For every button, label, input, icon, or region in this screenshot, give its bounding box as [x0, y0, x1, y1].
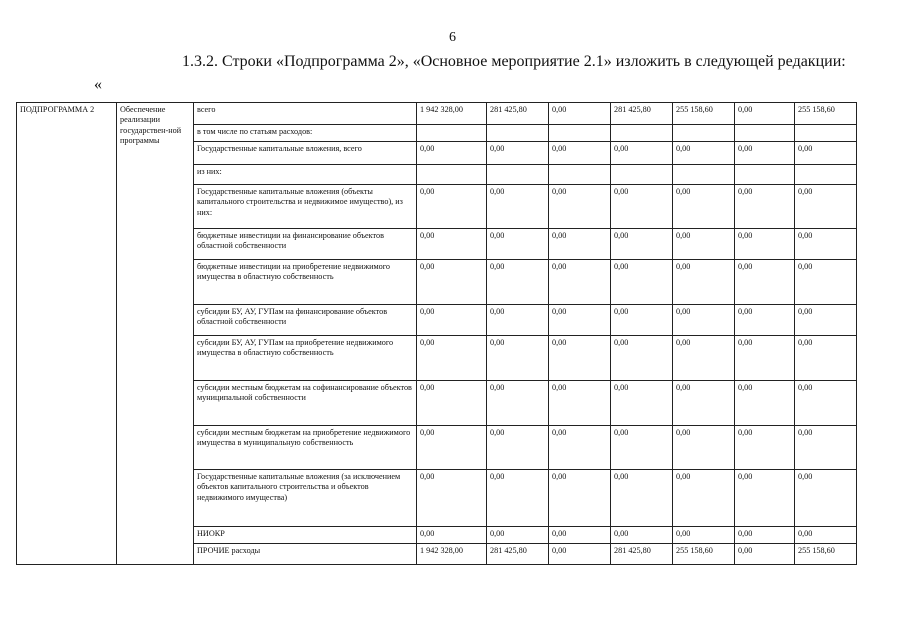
value-cell: 0,00: [735, 260, 795, 305]
budget-table: [16, 102, 857, 565]
value-cell: 0,00: [417, 185, 487, 229]
program-cell: ПОДПРОГРАММА 2: [17, 103, 117, 565]
row-label: Государственные капитальные вложения (за исключением объектов капитального строительства и объектов недвижимого имущества): [194, 470, 417, 527]
value-cell: 0,00: [735, 103, 795, 125]
row-label: бюджетные инвестиции на финансирование объектов областной собственности: [194, 229, 417, 260]
value-cell: 0,00: [549, 103, 611, 125]
value-cell: 0,00: [487, 185, 549, 229]
value-cell: 0,00: [673, 229, 735, 260]
value-cell: 0,00: [611, 336, 673, 381]
value-cell: 0,00: [549, 381, 611, 426]
value-cell: 281 425,80: [487, 544, 549, 565]
value-cell: 0,00: [735, 527, 795, 544]
row-label: субсидии местным бюджетам на софинансирование объектов муниципальной собственности: [194, 381, 417, 426]
value-cell: 0,00: [795, 229, 857, 260]
page-number: 6: [449, 30, 456, 45]
value-cell: 0,00: [795, 260, 857, 305]
row-label: бюджетные инвестиции на приобретение недвижимого имущества в областную собственность: [194, 260, 417, 305]
value-cell: 0,00: [735, 426, 795, 470]
value-cell: 0,00: [795, 185, 857, 229]
value-cell: 0,00: [487, 260, 549, 305]
value-cell: 0,00: [611, 229, 673, 260]
value-cell: 0,00: [795, 305, 857, 336]
value-cell: [417, 165, 487, 185]
value-cell: 0,00: [417, 381, 487, 426]
value-cell: 0,00: [795, 527, 857, 544]
value-cell: 255 158,60: [673, 103, 735, 125]
value-cell: 0,00: [735, 470, 795, 527]
value-cell: [735, 125, 795, 142]
value-cell: 255 158,60: [795, 544, 857, 565]
value-cell: 0,00: [611, 426, 673, 470]
value-cell: 0,00: [735, 381, 795, 426]
value-cell: 0,00: [487, 426, 549, 470]
value-cell: [611, 125, 673, 142]
value-cell: 0,00: [417, 142, 487, 165]
value-cell: 0,00: [549, 142, 611, 165]
value-cell: 0,00: [549, 470, 611, 527]
value-cell: 0,00: [549, 305, 611, 336]
value-cell: 0,00: [549, 426, 611, 470]
value-cell: 0,00: [487, 527, 549, 544]
value-cell: 0,00: [735, 305, 795, 336]
value-cell: 0,00: [487, 381, 549, 426]
value-cell: 0,00: [611, 381, 673, 426]
value-cell: [673, 165, 735, 185]
value-cell: 0,00: [549, 544, 611, 565]
value-cell: [549, 125, 611, 142]
value-cell: 0,00: [417, 527, 487, 544]
value-cell: 0,00: [673, 426, 735, 470]
value-cell: 0,00: [417, 229, 487, 260]
value-cell: 0,00: [611, 185, 673, 229]
value-cell: 281 425,80: [487, 103, 549, 125]
value-cell: 0,00: [417, 426, 487, 470]
value-cell: [673, 125, 735, 142]
row-label: субсидии БУ, АУ, ГУПам на финансирование объектов областной собственности: [194, 305, 417, 336]
value-cell: [795, 165, 857, 185]
row-label: из них:: [194, 165, 417, 185]
value-cell: 281 425,80: [611, 103, 673, 125]
value-cell: 0,00: [673, 470, 735, 527]
value-cell: 0,00: [735, 544, 795, 565]
value-cell: 0,00: [549, 527, 611, 544]
value-cell: 0,00: [549, 185, 611, 229]
value-cell: 0,00: [735, 185, 795, 229]
value-cell: 0,00: [417, 336, 487, 381]
value-cell: 0,00: [487, 305, 549, 336]
table-row: [17, 103, 857, 125]
value-cell: 0,00: [549, 260, 611, 305]
value-cell: 0,00: [611, 260, 673, 305]
value-cell: 0,00: [417, 470, 487, 527]
section-heading: 1.3.2. Строки «Подпрограмма 2», «Основное мероприятие 2.1» изложить в следующей редакции:: [182, 53, 846, 70]
value-cell: [735, 165, 795, 185]
value-cell: 0,00: [673, 260, 735, 305]
value-cell: 0,00: [795, 142, 857, 165]
value-cell: 0,00: [549, 336, 611, 381]
value-cell: 0,00: [735, 336, 795, 381]
value-cell: 0,00: [735, 142, 795, 165]
value-cell: 1 942 328,00: [417, 544, 487, 565]
value-cell: 0,00: [673, 305, 735, 336]
value-cell: [487, 125, 549, 142]
value-cell: [487, 165, 549, 185]
value-cell: 0,00: [735, 229, 795, 260]
value-cell: 0,00: [549, 229, 611, 260]
value-cell: 0,00: [487, 142, 549, 165]
value-cell: 0,00: [611, 527, 673, 544]
value-cell: 0,00: [673, 527, 735, 544]
value-cell: 255 158,60: [673, 544, 735, 565]
value-cell: 0,00: [611, 142, 673, 165]
value-cell: [417, 125, 487, 142]
value-cell: 0,00: [611, 305, 673, 336]
row-label: Государственные капитальные вложения, всего: [194, 142, 417, 165]
value-cell: 0,00: [673, 185, 735, 229]
value-cell: 0,00: [487, 336, 549, 381]
row-label: Государственные капитальные вложения (объекты капитального строительства и недвижимое имущество), из них:: [194, 185, 417, 229]
value-cell: 0,00: [611, 470, 673, 527]
value-cell: [549, 165, 611, 185]
opening-quote: «: [94, 76, 102, 93]
value-cell: 0,00: [795, 336, 857, 381]
row-label: субсидии местным бюджетам на приобретение недвижимого имущества в муниципальную собственность: [194, 426, 417, 470]
value-cell: [795, 125, 857, 142]
purpose-cell: Обеспечение реализации государствен-ной программы: [117, 103, 194, 565]
row-label: ПРОЧИЕ расходы: [194, 544, 417, 565]
value-cell: 0,00: [795, 381, 857, 426]
value-cell: 255 158,60: [795, 103, 857, 125]
value-cell: 0,00: [795, 426, 857, 470]
row-label: всего: [194, 103, 417, 125]
value-cell: 0,00: [795, 470, 857, 527]
value-cell: 0,00: [673, 381, 735, 426]
value-cell: 0,00: [487, 229, 549, 260]
value-cell: 281 425,80: [611, 544, 673, 565]
row-label: субсидии БУ, АУ, ГУПам на приобретение недвижимого имущества в областную собственность: [194, 336, 417, 381]
value-cell: 0,00: [673, 142, 735, 165]
value-cell: 0,00: [487, 470, 549, 527]
value-cell: 0,00: [417, 260, 487, 305]
value-cell: 1 942 328,00: [417, 103, 487, 125]
value-cell: 0,00: [417, 305, 487, 336]
row-label: НИОКР: [194, 527, 417, 544]
value-cell: 0,00: [673, 336, 735, 381]
row-label: в том числе по статьям расходов:: [194, 125, 417, 142]
value-cell: [611, 165, 673, 185]
